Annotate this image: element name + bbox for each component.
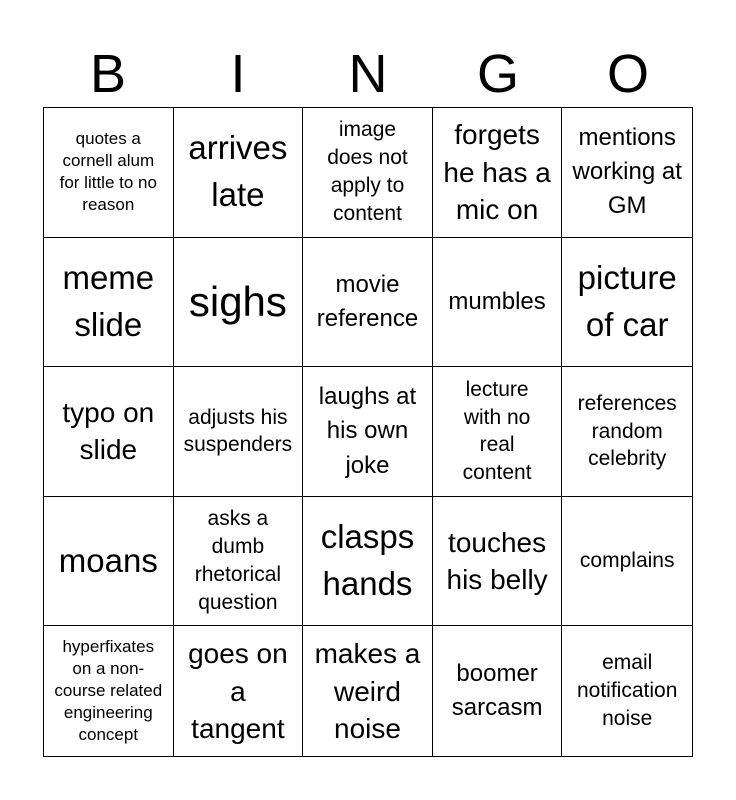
bingo-cell-r3c4[interactable]	[433, 367, 563, 497]
bingo-cell-r3c2[interactable]	[174, 367, 304, 497]
bingo-cell-r3c5[interactable]	[562, 367, 692, 497]
cell-label: forgets he has a mic on	[443, 119, 551, 225]
bingo-cell-r2c2[interactable]	[174, 238, 304, 368]
cell-label: asks a dumb rhetorical question	[194, 507, 282, 615]
bingo-cell-r3c3[interactable]	[303, 367, 433, 497]
header-letter-n: N	[348, 44, 388, 104]
cell-label: image does not apply to content	[327, 118, 408, 226]
bingo-cell-r1c3[interactable]	[303, 108, 433, 238]
cell-label: email notification noise	[576, 651, 678, 731]
cell-label: hyperfixates on a non-course related engineering concept	[54, 636, 163, 745]
bingo-cell-r1c5[interactable]	[562, 108, 692, 238]
cell-label: moans	[58, 541, 158, 579]
bingo-board	[43, 107, 693, 757]
cell-label: picture of car	[577, 259, 677, 343]
bingo-cell-r4c5[interactable]	[562, 497, 692, 627]
cell-label: mumbles	[448, 287, 546, 315]
bingo-cell-r1c2[interactable]	[174, 108, 304, 238]
cell-label: movie reference	[316, 270, 419, 332]
cell-label: sighs	[188, 277, 287, 325]
bingo-header	[43, 40, 693, 108]
cell-label: boomer sarcasm	[451, 660, 543, 722]
bingo-cell-r5c3[interactable]	[303, 626, 433, 756]
cell-label: mentions working at GM	[572, 124, 682, 220]
bingo-cell-r1c4[interactable]	[433, 108, 563, 238]
cell-label: touches his belly	[446, 526, 548, 596]
cell-label: goes on a tangent	[188, 638, 288, 744]
bingo-cell-r2c3[interactable]	[303, 238, 433, 368]
bingo-cell-r4c3[interactable]	[303, 497, 433, 627]
cell-label: laughs at his own joke	[318, 383, 417, 479]
cell-label: makes a weird noise	[314, 638, 421, 744]
cell-label: adjusts his suspenders	[183, 405, 293, 457]
bingo-cell-r5c1[interactable]	[44, 626, 174, 756]
bingo-cell-r4c2[interactable]	[174, 497, 304, 627]
cell-label: typo on slide	[62, 397, 155, 466]
bingo-cell-r3c1[interactable]	[44, 367, 174, 497]
cell-label: meme slide	[62, 259, 155, 343]
cell-label: references random celebrity	[577, 391, 677, 471]
bingo-cell-r5c4[interactable]	[433, 626, 563, 756]
header-letter-b: B	[89, 44, 127, 104]
bingo-cell-r2c4[interactable]	[433, 238, 563, 368]
cell-label: arrives late	[188, 129, 288, 214]
bingo-cell-r2c1[interactable]	[44, 238, 174, 368]
cell-label: complains	[579, 549, 675, 573]
bingo-cell-r2c5[interactable]	[562, 238, 692, 368]
header-letter-g: G	[476, 44, 519, 104]
cell-label: lecture with no real content	[462, 377, 532, 485]
bingo-cell-r4c1[interactable]	[44, 497, 174, 627]
cell-label: quotes a cornell alum for little to no reason	[59, 129, 157, 215]
bingo-cell-r1c1[interactable]	[44, 108, 174, 238]
cell-label: clasps hands	[320, 518, 415, 603]
bingo-cell-r5c2[interactable]	[174, 626, 304, 756]
header-letter-o: O	[606, 44, 649, 104]
bingo-cell-r4c4[interactable]	[433, 497, 563, 627]
header-letter-i: I	[230, 44, 246, 104]
bingo-cell-r5c5[interactable]	[562, 626, 692, 756]
